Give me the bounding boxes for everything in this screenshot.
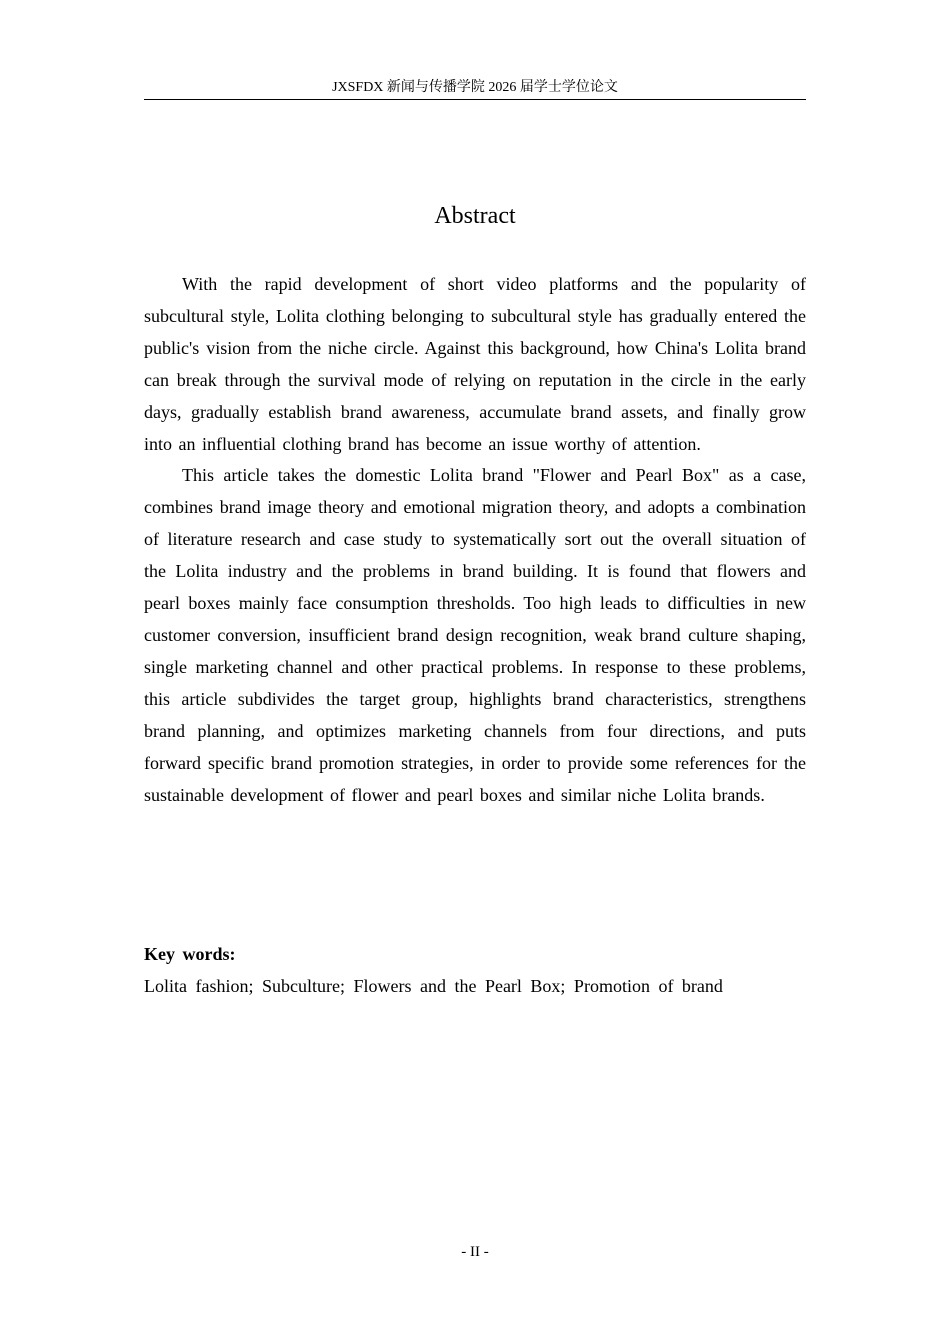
- header-rule: [144, 99, 806, 100]
- abstract-paragraph-2: This article takes the domestic Lolita brand "Flower and Pearl Box" as a case, combines brand image theory and emotional migration theory, and adopts a combination of literature research and case study to systematically sort out the overall situation of the Lolita industry and the problems in brand building. It is found that flowers and pearl boxes mainly face consumption thresholds. Too high leads to difficulties in new customer conversion, insufficient brand design recognition, weak brand culture shaping, single marketing channel and other practical problems. In response to these problems, this article subdivides the target group, highlights brand characteristics, strengthens brand planning, and optimizes marketing channels from four directions, and puts forward specific brand promotion strategies, in order to provide some references for the sustainable development of flower and pearl boxes and similar niche Lolita brands.: [144, 465, 806, 805]
- abstract-body: [144, 269, 806, 811]
- page-number: - II -: [461, 1244, 489, 1260]
- running-header: JXSFDX 新闻与传播学院 2026 届学士学位论文: [332, 80, 618, 95]
- abstract-title: Abstract: [434, 203, 516, 229]
- keywords-label: Key words:: [144, 944, 236, 964]
- keywords-text: Lolita fashion; Subculture; Flowers and the Pearl Box; Promotion of brand: [144, 975, 723, 996]
- keywords-section: [144, 939, 806, 1003]
- abstract-paragraph-1: With the rapid development of short video platforms and the popularity of subcultural style, Lolita clothing belonging to subcultural style has gradually entered the public's vision from the niche circle. Against this background, how China's Lolita brand can break through the survival mode of relying on reputation in the circle in the early days, gradually establish brand awareness, accumulate brand assets, and finally grow into an influential clothing brand has become an issue worthy of attention.: [144, 274, 806, 454]
